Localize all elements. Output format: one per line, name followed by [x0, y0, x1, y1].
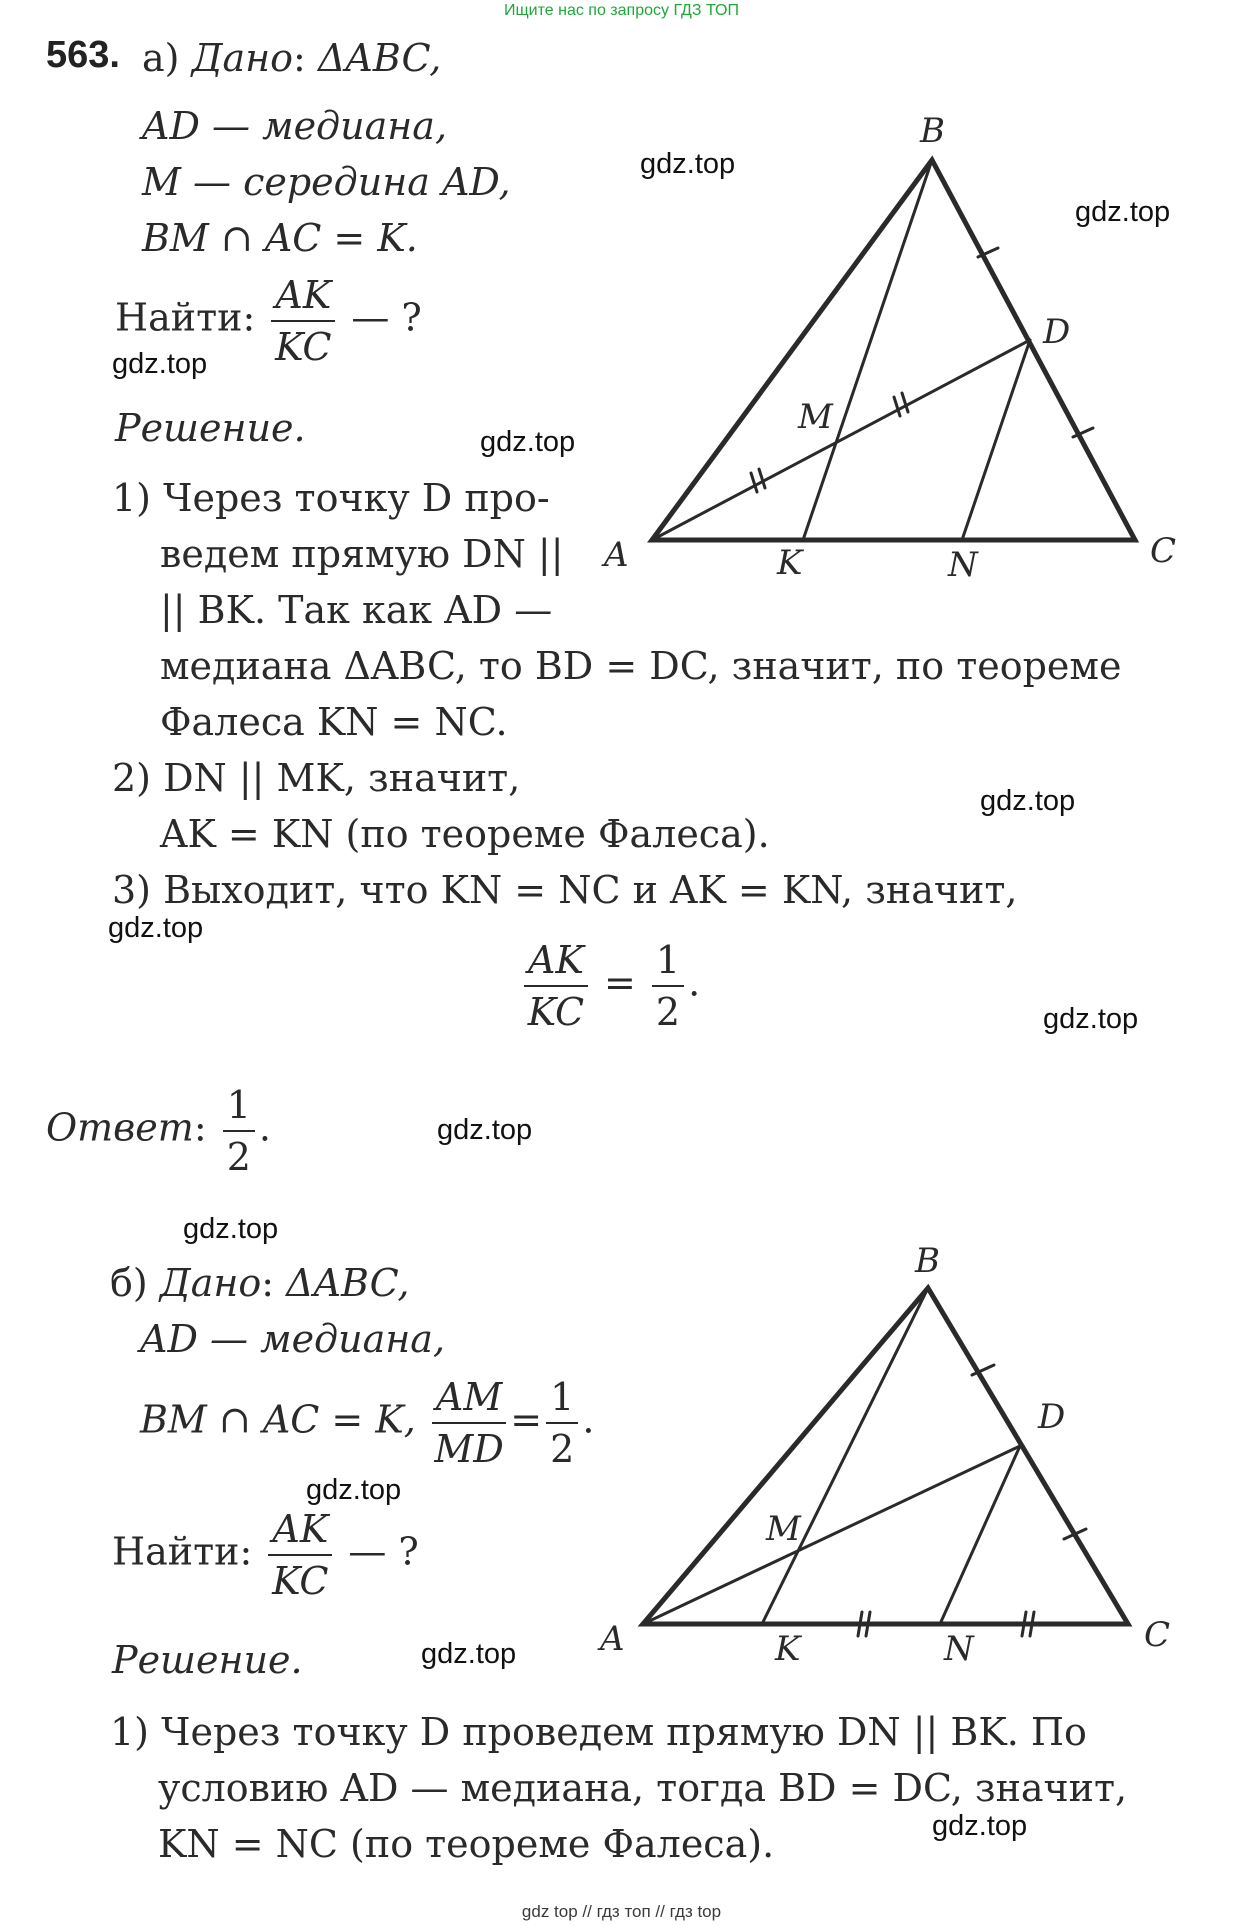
solution-line: 1) Через точку D про- [112, 476, 550, 520]
given-line-a1: а) Дано: ΔABC, [142, 36, 442, 80]
tick-mark [894, 397, 900, 416]
given-line-b2: AD — медиана, [140, 1317, 446, 1361]
label-a: A [604, 535, 629, 575]
fraction-numerator: AK [524, 935, 588, 987]
triangle-abc [652, 160, 1135, 540]
label-k: K [775, 1629, 801, 1669]
solution-line: Фалеса KN = NC. [160, 700, 508, 744]
part-label: б) [110, 1261, 148, 1305]
segment-bk [803, 160, 932, 540]
watermark: gdz.top [480, 426, 576, 458]
fraction-denominator: 2 [655, 990, 681, 1034]
fraction-numerator: 1 [546, 1372, 578, 1424]
tick-mark [1064, 1529, 1086, 1539]
label-m: M [766, 1509, 801, 1549]
watermark: gdz.top [1075, 196, 1171, 228]
tick-mark [1022, 1612, 1026, 1636]
result-equation [520, 935, 700, 1037]
period: . [688, 960, 701, 1005]
watermark: gdz.top [980, 785, 1076, 817]
solution-line: 1) Через точку D проведем прямую DN || BK. По [110, 1710, 1087, 1754]
result-value [652, 935, 684, 1037]
watermark: gdz.top [108, 912, 204, 944]
tick-mark [866, 1612, 870, 1636]
answer-colon: : [193, 1105, 207, 1150]
label-n: N [948, 545, 978, 585]
tick-mark [1030, 1612, 1034, 1636]
given-line-b3 [140, 1372, 594, 1474]
label-b: B [920, 111, 945, 151]
fraction-denominator: MD [434, 1427, 504, 1471]
triangle-abc [643, 1288, 1128, 1624]
given-word: Дано [159, 1261, 262, 1305]
solution-line: медиана ΔABC, то BD = DC, значит, по теореме [160, 644, 1122, 688]
answer-word: Ответ [46, 1105, 194, 1150]
period: . [582, 1397, 595, 1442]
equals-sign: = [510, 1397, 543, 1442]
label-b: B [915, 1241, 940, 1281]
solution-line: 2) DN || MK, значит, [112, 756, 521, 800]
watermark: gdz.top [437, 1114, 533, 1146]
given-line-a4: BM ∩ AC = K. [142, 216, 418, 260]
given-line-b1: б) Дано: ΔABC, [110, 1261, 410, 1305]
find-fraction [271, 270, 335, 372]
tick-mark [978, 248, 998, 257]
tick-mark [902, 393, 908, 412]
footer-banner[interactable]: gdz top // гдз топ // гдз top [521, 1902, 722, 1921]
watermark: gdz.top [306, 1474, 402, 1506]
find-fraction [268, 1504, 332, 1606]
solution-line: 3) Выходит, что KN = NC и AK = KN, значит, [112, 868, 1018, 912]
median-ad [652, 340, 1030, 540]
solution-line: KN = NC (по теореме Фалеса). [158, 1822, 775, 1866]
label-a: A [600, 1619, 625, 1659]
fraction-numerator: 1 [652, 935, 684, 987]
find-line-b [112, 1504, 419, 1606]
given-text: ΔABC, [286, 1261, 410, 1305]
label-c: C [1144, 1615, 1171, 1655]
answer-fraction [223, 1080, 255, 1182]
watermark: gdz.top [112, 348, 208, 380]
tick-mark [751, 473, 757, 492]
solution-line: AK = KN (по теореме Фалеса). [160, 812, 770, 856]
segment-bk [762, 1288, 928, 1624]
given-line-a2: AD — медиана, [142, 104, 448, 148]
label-k: K [777, 543, 803, 583]
tick-mark [759, 469, 765, 488]
watermark: gdz.top [421, 1638, 517, 1670]
fraction-numerator: 1 [223, 1080, 255, 1132]
top-banner[interactable]: Ищите нас по запросу ГДЗ ТОП [504, 2, 739, 19]
condition-value [546, 1372, 578, 1474]
segment-dn [962, 340, 1030, 540]
condition-fraction [432, 1372, 506, 1474]
given-text: ΔABC, [317, 36, 442, 80]
part-label: а) [142, 36, 180, 80]
find-question: — ? [348, 1529, 419, 1574]
tick-mark [972, 1365, 994, 1375]
given-word: Дано [191, 36, 294, 80]
fraction-denominator: KC [527, 990, 585, 1034]
solution-line: || BK. Так как AD — [160, 588, 553, 632]
watermark: gdz.top [932, 1810, 1028, 1842]
solution-line: ведем прямую DN || [160, 532, 564, 576]
tick-mark [1073, 428, 1093, 437]
fraction-numerator: AM [432, 1372, 506, 1424]
period: . [258, 1105, 272, 1150]
given-line-a3: M — середина AD, [142, 160, 511, 204]
fraction-denominator: KC [275, 325, 332, 369]
segment-dn [940, 1446, 1020, 1624]
fraction-numerator: AK [271, 270, 335, 322]
answer-a [46, 1080, 271, 1182]
fraction-numerator: AK [268, 1504, 332, 1556]
watermark: gdz.top [1043, 1003, 1139, 1035]
median-ad [643, 1446, 1020, 1624]
given-text: BM ∩ AC = K, [140, 1397, 416, 1442]
find-line-a [115, 270, 422, 372]
find-word: Найти: [112, 1529, 253, 1574]
find-question: — ? [351, 295, 422, 340]
label-d: D [1038, 1397, 1066, 1437]
equals-sign: = [603, 960, 636, 1005]
solution-heading-b: Решение. [112, 1638, 303, 1682]
fraction-denominator: 2 [550, 1427, 575, 1471]
label-d: D [1043, 312, 1071, 352]
find-word: Найти: [115, 295, 256, 340]
fraction-denominator: KC [272, 1559, 329, 1603]
label-c: C [1150, 531, 1177, 571]
solution-line: условию AD — медиана, тогда BD = DC, значит, [158, 1766, 1128, 1810]
result-fraction [524, 935, 588, 1037]
watermark: gdz.top [640, 148, 736, 180]
fraction-denominator: 2 [226, 1135, 251, 1179]
problem-number: 563. [46, 34, 120, 76]
solution-heading-a: Решение. [115, 406, 306, 450]
label-m: M [798, 397, 833, 437]
label-n: N [944, 1629, 974, 1669]
watermark: gdz.top [183, 1213, 279, 1245]
tick-mark [858, 1612, 862, 1636]
